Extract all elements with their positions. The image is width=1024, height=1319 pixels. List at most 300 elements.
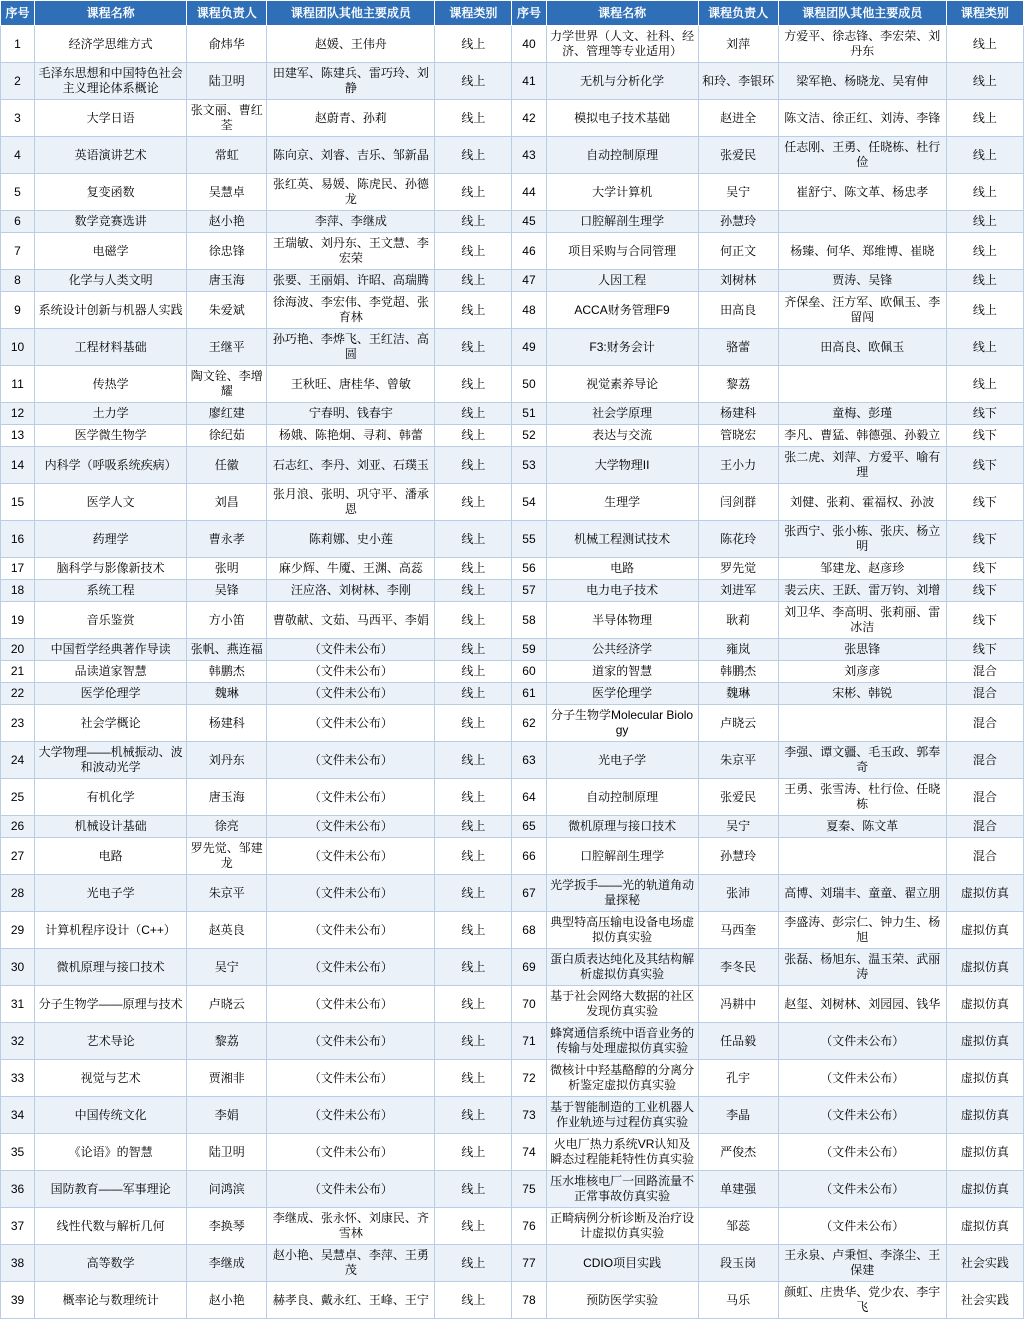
cell-team-members-right: 贾涛、吴锋 bbox=[778, 270, 946, 292]
cell-course-type-right: 混合 bbox=[946, 742, 1023, 779]
cell-index-left: 8 bbox=[1, 270, 35, 292]
cell-team-members-left: （文件未公布） bbox=[267, 838, 435, 875]
cell-team-members-left: 张要、王丽娟、许昭、高瑞腾 bbox=[267, 270, 435, 292]
cell-team-members-left: 曹敬献、文茹、马西平、李娟 bbox=[267, 602, 435, 639]
table-row bbox=[1, 521, 1024, 558]
cell-course-type-right: 混合 bbox=[946, 779, 1023, 816]
table-row bbox=[1, 484, 1024, 521]
cell-course-lead-right: 孙慧玲 bbox=[698, 211, 778, 233]
cell-course-lead-left: 吴慧卓 bbox=[187, 174, 267, 211]
cell-course-lead-right: 朱京平 bbox=[698, 742, 778, 779]
cell-index-right: 77 bbox=[512, 1245, 546, 1282]
cell-course-lead-left: 俞炜华 bbox=[187, 26, 267, 63]
cell-course-type-left: 线上 bbox=[435, 875, 512, 912]
cell-course-type-left: 线上 bbox=[435, 63, 512, 100]
cell-team-members-right bbox=[778, 211, 946, 233]
cell-index-right: 75 bbox=[512, 1171, 546, 1208]
cell-team-members-right: 裴云庆、王跃、雷万钧、刘增 bbox=[778, 580, 946, 602]
cell-team-members-right: （文件未公布） bbox=[778, 1097, 946, 1134]
cell-course-type-right: 线上 bbox=[946, 100, 1023, 137]
cell-index-right: 55 bbox=[512, 521, 546, 558]
cell-course-name-right: 典型特高压输电设备电场虚拟仿真实验 bbox=[546, 912, 698, 949]
column-header-course-name-left: 课程名称 bbox=[35, 1, 187, 26]
cell-course-lead-left: 黎荔 bbox=[187, 1023, 267, 1060]
cell-course-lead-right: 吴宁 bbox=[698, 174, 778, 211]
cell-course-name-left: 脑科学与影像新技术 bbox=[35, 558, 187, 580]
cell-team-members-right: 梁军艳、杨晓龙、吴宥伸 bbox=[778, 63, 946, 100]
cell-index-left: 36 bbox=[1, 1171, 35, 1208]
cell-course-type-left: 线上 bbox=[435, 1060, 512, 1097]
cell-team-members-right: 李盛涛、彭宗仁、钟力生、杨旭 bbox=[778, 912, 946, 949]
cell-course-lead-left: 贾湘非 bbox=[187, 1060, 267, 1097]
cell-index-right: 57 bbox=[512, 580, 546, 602]
cell-team-members-right: 刘卫华、李高明、张莉丽、雷冰洁 bbox=[778, 602, 946, 639]
cell-team-members-left: 孙巧艳、李烨飞、王红洁、高圆 bbox=[267, 329, 435, 366]
cell-course-lead-right: 冯耕中 bbox=[698, 986, 778, 1023]
cell-team-members-left: （文件未公布） bbox=[267, 639, 435, 661]
cell-team-members-right: （文件未公布） bbox=[778, 1060, 946, 1097]
table-row bbox=[1, 639, 1024, 661]
cell-team-members-left: 陈向京、刘睿、吉乐、邹新晶 bbox=[267, 137, 435, 174]
cell-team-members-left: 李萍、李继成 bbox=[267, 211, 435, 233]
cell-course-lead-right: 雍岚 bbox=[698, 639, 778, 661]
cell-course-name-right: 微机原理与接口技术 bbox=[546, 816, 698, 838]
cell-index-right: 43 bbox=[512, 137, 546, 174]
cell-team-members-left: 宁春明、钱春宇 bbox=[267, 403, 435, 425]
cell-team-members-right: 邹建龙、赵彦珍 bbox=[778, 558, 946, 580]
cell-team-members-left: （文件未公布） bbox=[267, 683, 435, 705]
cell-course-lead-right: 孔宇 bbox=[698, 1060, 778, 1097]
cell-course-name-left: 艺术导论 bbox=[35, 1023, 187, 1060]
cell-team-members-left: 徐海波、李宏伟、李党超、张育林 bbox=[267, 292, 435, 329]
cell-course-lead-right: 段玉岗 bbox=[698, 1245, 778, 1282]
table-row bbox=[1, 986, 1024, 1023]
cell-course-type-right: 线下 bbox=[946, 484, 1023, 521]
cell-course-lead-left: 吴宁 bbox=[187, 949, 267, 986]
table-row bbox=[1, 63, 1024, 100]
cell-team-members-left: 李继成、张永怀、刘康民、齐雪林 bbox=[267, 1208, 435, 1245]
cell-index-right: 64 bbox=[512, 779, 546, 816]
column-header-course-type-right: 课程类别 bbox=[946, 1, 1023, 26]
cell-course-name-right: 医学伦理学 bbox=[546, 683, 698, 705]
column-header-index-left: 序号 bbox=[1, 1, 35, 26]
cell-index-left: 33 bbox=[1, 1060, 35, 1097]
cell-index-left: 29 bbox=[1, 912, 35, 949]
cell-course-type-right: 虚拟仿真 bbox=[946, 1023, 1023, 1060]
cell-course-name-left: 分子生物学——原理与技术 bbox=[35, 986, 187, 1023]
cell-index-left: 32 bbox=[1, 1023, 35, 1060]
cell-course-type-left: 线上 bbox=[435, 292, 512, 329]
cell-course-name-left: 系统设计创新与机器人实践 bbox=[35, 292, 187, 329]
cell-course-type-left: 线上 bbox=[435, 26, 512, 63]
cell-course-lead-right: 杨建科 bbox=[698, 403, 778, 425]
table-row bbox=[1, 233, 1024, 270]
cell-course-type-left: 线上 bbox=[435, 447, 512, 484]
cell-course-name-right: 口腔解剖生理学 bbox=[546, 211, 698, 233]
table-row bbox=[1, 1171, 1024, 1208]
cell-course-name-right: 公共经济学 bbox=[546, 639, 698, 661]
cell-index-right: 76 bbox=[512, 1208, 546, 1245]
cell-index-left: 34 bbox=[1, 1097, 35, 1134]
cell-index-left: 18 bbox=[1, 580, 35, 602]
cell-index-right: 50 bbox=[512, 366, 546, 403]
cell-course-lead-left: 陆卫明 bbox=[187, 1134, 267, 1171]
cell-course-name-right: F3:财务会计 bbox=[546, 329, 698, 366]
cell-team-members-left: 杨娥、陈艳炯、寻莉、韩蕾 bbox=[267, 425, 435, 447]
cell-index-right: 69 bbox=[512, 949, 546, 986]
cell-course-type-right: 线上 bbox=[946, 270, 1023, 292]
cell-team-members-right: （文件未公布） bbox=[778, 1134, 946, 1171]
table-row bbox=[1, 602, 1024, 639]
cell-course-lead-left: 朱京平 bbox=[187, 875, 267, 912]
cell-index-right: 72 bbox=[512, 1060, 546, 1097]
cell-team-members-left: （文件未公布） bbox=[267, 742, 435, 779]
cell-course-lead-left: 徐纪茹 bbox=[187, 425, 267, 447]
cell-course-name-left: 社会学概论 bbox=[35, 705, 187, 742]
cell-course-lead-right: 骆蕾 bbox=[698, 329, 778, 366]
cell-course-name-right: 力学世界（人文、社科、经济、管理等专业适用） bbox=[546, 26, 698, 63]
cell-course-type-right: 混合 bbox=[946, 705, 1023, 742]
table-row bbox=[1, 1245, 1024, 1282]
cell-index-right: 60 bbox=[512, 661, 546, 683]
cell-index-left: 17 bbox=[1, 558, 35, 580]
table-row bbox=[1, 838, 1024, 875]
cell-course-lead-left: 赵小艳 bbox=[187, 1282, 267, 1319]
cell-team-members-left: （文件未公布） bbox=[267, 949, 435, 986]
cell-course-name-left: 英语演讲艺术 bbox=[35, 137, 187, 174]
cell-course-type-left: 线上 bbox=[435, 742, 512, 779]
cell-team-members-left: 王瑞敏、刘丹东、王文慧、李宏荣 bbox=[267, 233, 435, 270]
cell-team-members-right: 童梅、彭瑾 bbox=[778, 403, 946, 425]
cell-course-type-right: 虚拟仿真 bbox=[946, 1060, 1023, 1097]
cell-team-members-left: （文件未公布） bbox=[267, 1171, 435, 1208]
cell-course-lead-right: 陈花玲 bbox=[698, 521, 778, 558]
cell-course-lead-right: 孙慧玲 bbox=[698, 838, 778, 875]
cell-course-lead-left: 李继成 bbox=[187, 1245, 267, 1282]
cell-index-left: 20 bbox=[1, 639, 35, 661]
cell-course-type-left: 线上 bbox=[435, 233, 512, 270]
cell-course-type-right: 社会实践 bbox=[946, 1282, 1023, 1319]
cell-course-name-right: 微核计中羟基酪醇的分离分析鉴定虚拟仿真实验 bbox=[546, 1060, 698, 1097]
column-header-course-type-left: 课程类别 bbox=[435, 1, 512, 26]
column-header-course-lead-right: 课程负责人 bbox=[698, 1, 778, 26]
cell-team-members-right bbox=[778, 705, 946, 742]
cell-team-members-right: 王勇、张雪涛、杜行俭、任晓栋 bbox=[778, 779, 946, 816]
cell-course-lead-right: 刘进军 bbox=[698, 580, 778, 602]
cell-course-lead-left: 王继平 bbox=[187, 329, 267, 366]
cell-course-lead-left: 唐玉海 bbox=[187, 779, 267, 816]
table-row bbox=[1, 661, 1024, 683]
table-row bbox=[1, 174, 1024, 211]
cell-index-left: 15 bbox=[1, 484, 35, 521]
cell-index-right: 46 bbox=[512, 233, 546, 270]
cell-course-name-left: 土力学 bbox=[35, 403, 187, 425]
cell-course-lead-right: 严俊杰 bbox=[698, 1134, 778, 1171]
cell-index-left: 11 bbox=[1, 366, 35, 403]
cell-course-name-left: 医学微生物学 bbox=[35, 425, 187, 447]
cell-course-name-left: 医学人文 bbox=[35, 484, 187, 521]
cell-course-type-left: 线上 bbox=[435, 580, 512, 602]
cell-team-members-right: （文件未公布） bbox=[778, 1171, 946, 1208]
cell-course-type-left: 线上 bbox=[435, 986, 512, 1023]
cell-course-name-left: 经济学思维方式 bbox=[35, 26, 187, 63]
cell-team-members-left: （文件未公布） bbox=[267, 705, 435, 742]
cell-index-left: 7 bbox=[1, 233, 35, 270]
cell-course-lead-left: 曹永孝 bbox=[187, 521, 267, 558]
cell-course-type-left: 线上 bbox=[435, 639, 512, 661]
cell-index-right: 49 bbox=[512, 329, 546, 366]
cell-index-left: 14 bbox=[1, 447, 35, 484]
cell-team-members-left: （文件未公布） bbox=[267, 912, 435, 949]
cell-course-type-left: 线上 bbox=[435, 838, 512, 875]
cell-index-right: 47 bbox=[512, 270, 546, 292]
cell-index-left: 38 bbox=[1, 1245, 35, 1282]
cell-course-name-right: 机械工程测试技术 bbox=[546, 521, 698, 558]
cell-index-right: 71 bbox=[512, 1023, 546, 1060]
cell-index-left: 13 bbox=[1, 425, 35, 447]
cell-course-name-right: 生理学 bbox=[546, 484, 698, 521]
column-header-team-members-left: 课程团队其他主要成员 bbox=[267, 1, 435, 26]
cell-course-type-left: 线上 bbox=[435, 425, 512, 447]
cell-course-lead-right: 赵进全 bbox=[698, 100, 778, 137]
cell-course-name-left: 微机原理与接口技术 bbox=[35, 949, 187, 986]
table-row bbox=[1, 949, 1024, 986]
cell-team-members-left: （文件未公布） bbox=[267, 875, 435, 912]
cell-index-right: 63 bbox=[512, 742, 546, 779]
cell-course-lead-left: 赵英良 bbox=[187, 912, 267, 949]
table-row bbox=[1, 137, 1024, 174]
cell-course-type-right: 线下 bbox=[946, 639, 1023, 661]
cell-course-type-right: 混合 bbox=[946, 838, 1023, 875]
table-row bbox=[1, 211, 1024, 233]
cell-team-members-right: 刘健、张莉、霍福权、孙波 bbox=[778, 484, 946, 521]
table-row bbox=[1, 779, 1024, 816]
cell-team-members-right: 齐保垒、汪方军、欧佩玉、李留闯 bbox=[778, 292, 946, 329]
cell-course-name-right: 蛋白质表达纯化及其结构解析虚拟仿真实验 bbox=[546, 949, 698, 986]
table-row bbox=[1, 1134, 1024, 1171]
cell-course-lead-right: 吴宁 bbox=[698, 816, 778, 838]
cell-index-left: 6 bbox=[1, 211, 35, 233]
cell-index-left: 30 bbox=[1, 949, 35, 986]
cell-team-members-left: （文件未公布） bbox=[267, 1023, 435, 1060]
cell-course-type-left: 线上 bbox=[435, 683, 512, 705]
cell-course-lead-left: 魏琳 bbox=[187, 683, 267, 705]
cell-index-left: 4 bbox=[1, 137, 35, 174]
table-row bbox=[1, 100, 1024, 137]
cell-course-name-left: 品读道家智慧 bbox=[35, 661, 187, 683]
cell-index-right: 61 bbox=[512, 683, 546, 705]
table-row bbox=[1, 1097, 1024, 1134]
cell-index-right: 74 bbox=[512, 1134, 546, 1171]
cell-course-name-right: 正畸病例分析诊断及治疗设计虚拟仿真实验 bbox=[546, 1208, 698, 1245]
cell-team-members-left: 王秋旺、唐桂华、曾敏 bbox=[267, 366, 435, 403]
cell-course-type-left: 线上 bbox=[435, 270, 512, 292]
cell-course-lead-right: 刘萍 bbox=[698, 26, 778, 63]
cell-course-name-left: 《论语》的智慧 bbox=[35, 1134, 187, 1171]
cell-team-members-right: （文件未公布） bbox=[778, 1023, 946, 1060]
cell-course-lead-right: 罗先觉 bbox=[698, 558, 778, 580]
cell-course-name-right: 预防医学实验 bbox=[546, 1282, 698, 1319]
cell-team-members-left: （文件未公布） bbox=[267, 986, 435, 1023]
cell-index-left: 9 bbox=[1, 292, 35, 329]
cell-course-type-left: 线上 bbox=[435, 1171, 512, 1208]
cell-team-members-left: 张月浪、张明、巩守平、潘承恩 bbox=[267, 484, 435, 521]
cell-course-lead-left: 方小笛 bbox=[187, 602, 267, 639]
cell-index-right: 62 bbox=[512, 705, 546, 742]
cell-course-type-left: 线上 bbox=[435, 602, 512, 639]
cell-course-lead-left: 李换琴 bbox=[187, 1208, 267, 1245]
cell-team-members-right bbox=[778, 366, 946, 403]
cell-course-type-left: 线上 bbox=[435, 1097, 512, 1134]
cell-course-type-left: 线上 bbox=[435, 1023, 512, 1060]
cell-team-members-left: 汪应洛、刘树林、李刚 bbox=[267, 580, 435, 602]
cell-course-lead-left: 卢晓云 bbox=[187, 986, 267, 1023]
cell-course-type-right: 线上 bbox=[946, 211, 1023, 233]
cell-course-lead-right: 田高良 bbox=[698, 292, 778, 329]
cell-index-left: 19 bbox=[1, 602, 35, 639]
cell-course-name-right: 大学物理II bbox=[546, 447, 698, 484]
table-row bbox=[1, 366, 1024, 403]
cell-course-type-right: 虚拟仿真 bbox=[946, 986, 1023, 1023]
cell-course-type-right: 线上 bbox=[946, 174, 1023, 211]
cell-team-members-right: 张思锋 bbox=[778, 639, 946, 661]
cell-course-type-right: 线上 bbox=[946, 366, 1023, 403]
cell-course-name-left: 大学物理——机械振动、波和波动光学 bbox=[35, 742, 187, 779]
table-row bbox=[1, 558, 1024, 580]
table-row bbox=[1, 705, 1024, 742]
cell-index-left: 22 bbox=[1, 683, 35, 705]
cell-course-type-right: 线下 bbox=[946, 425, 1023, 447]
cell-course-type-left: 线上 bbox=[435, 100, 512, 137]
cell-course-type-right: 虚拟仿真 bbox=[946, 1134, 1023, 1171]
cell-course-type-right: 混合 bbox=[946, 661, 1023, 683]
column-header-course-name-right: 课程名称 bbox=[546, 1, 698, 26]
cell-course-type-left: 线上 bbox=[435, 816, 512, 838]
cell-course-type-left: 线上 bbox=[435, 558, 512, 580]
cell-course-lead-right: 何正文 bbox=[698, 233, 778, 270]
cell-course-lead-right: 单建强 bbox=[698, 1171, 778, 1208]
cell-course-name-left: 中国哲学经典著作导读 bbox=[35, 639, 187, 661]
cell-course-name-right: 无机与分析化学 bbox=[546, 63, 698, 100]
cell-course-lead-right: 卢晓云 bbox=[698, 705, 778, 742]
cell-course-type-right: 虚拟仿真 bbox=[946, 1208, 1023, 1245]
column-header-index-right: 序号 bbox=[512, 1, 546, 26]
cell-course-name-left: 光电子学 bbox=[35, 875, 187, 912]
cell-course-name-right: 基于智能制造的工业机器人作业轨迹与过程仿真实验 bbox=[546, 1097, 698, 1134]
cell-team-members-right: 崔舒宁、陈文革、杨忠孝 bbox=[778, 174, 946, 211]
cell-course-name-right: 自动控制原理 bbox=[546, 779, 698, 816]
cell-course-lead-left: 徐忠锋 bbox=[187, 233, 267, 270]
cell-team-members-right: 刘彦彦 bbox=[778, 661, 946, 683]
cell-index-right: 41 bbox=[512, 63, 546, 100]
cell-course-name-left: 内科学（呼吸系统疾病） bbox=[35, 447, 187, 484]
cell-course-type-left: 线上 bbox=[435, 174, 512, 211]
cell-course-name-right: 火电厂热力系统VR认知及瞬态过程能耗特性仿真实验 bbox=[546, 1134, 698, 1171]
cell-course-lead-left: 陶文铨、李增耀 bbox=[187, 366, 267, 403]
cell-index-right: 65 bbox=[512, 816, 546, 838]
cell-course-lead-left: 朱爱斌 bbox=[187, 292, 267, 329]
cell-course-name-left: 概率论与数理统计 bbox=[35, 1282, 187, 1319]
cell-course-lead-right: 王小力 bbox=[698, 447, 778, 484]
cell-team-members-left: 赵蔚青、孙莉 bbox=[267, 100, 435, 137]
cell-team-members-right: 王永泉、卢秉恒、李涤尘、王保建 bbox=[778, 1245, 946, 1282]
cell-course-name-left: 电磁学 bbox=[35, 233, 187, 270]
cell-index-right: 51 bbox=[512, 403, 546, 425]
cell-team-members-left: （文件未公布） bbox=[267, 1134, 435, 1171]
table-row bbox=[1, 425, 1024, 447]
cell-team-members-right bbox=[778, 838, 946, 875]
cell-course-type-right: 虚拟仿真 bbox=[946, 875, 1023, 912]
cell-team-members-left: 麻少辉、牛魇、王渊、高蕊 bbox=[267, 558, 435, 580]
cell-course-type-right: 虚拟仿真 bbox=[946, 1097, 1023, 1134]
cell-course-lead-right: 马乐 bbox=[698, 1282, 778, 1319]
cell-index-left: 24 bbox=[1, 742, 35, 779]
table-row bbox=[1, 329, 1024, 366]
cell-team-members-left: 陈莉娜、史小莲 bbox=[267, 521, 435, 558]
cell-index-right: 44 bbox=[512, 174, 546, 211]
cell-team-members-right: 张西宁、张小栋、张庆、杨立明 bbox=[778, 521, 946, 558]
cell-team-members-right: 高博、刘瑞丰、童童、翟立朋 bbox=[778, 875, 946, 912]
cell-course-name-left: 视觉与艺术 bbox=[35, 1060, 187, 1097]
cell-course-lead-left: 陆卫明 bbox=[187, 63, 267, 100]
cell-index-right: 53 bbox=[512, 447, 546, 484]
cell-course-type-left: 线上 bbox=[435, 484, 512, 521]
cell-team-members-left: （文件未公布） bbox=[267, 1097, 435, 1134]
cell-index-left: 27 bbox=[1, 838, 35, 875]
cell-course-lead-right: 张沛 bbox=[698, 875, 778, 912]
cell-team-members-right: 宋彬、韩锐 bbox=[778, 683, 946, 705]
cell-index-right: 58 bbox=[512, 602, 546, 639]
table-row bbox=[1, 580, 1024, 602]
cell-team-members-right: 张二虎、刘萍、方爱平、喻有理 bbox=[778, 447, 946, 484]
cell-course-type-right: 线上 bbox=[946, 292, 1023, 329]
cell-course-type-left: 线上 bbox=[435, 912, 512, 949]
cell-course-lead-right: 管晓宏 bbox=[698, 425, 778, 447]
cell-course-type-left: 线上 bbox=[435, 1134, 512, 1171]
cell-course-name-right: 视觉素养导论 bbox=[546, 366, 698, 403]
cell-course-type-right: 线上 bbox=[946, 233, 1023, 270]
cell-course-type-right: 线下 bbox=[946, 447, 1023, 484]
cell-course-type-right: 混合 bbox=[946, 683, 1023, 705]
cell-course-lead-left: 唐玉海 bbox=[187, 270, 267, 292]
cell-index-left: 37 bbox=[1, 1208, 35, 1245]
cell-course-lead-left: 韩鹏杰 bbox=[187, 661, 267, 683]
cell-course-type-right: 线下 bbox=[946, 558, 1023, 580]
cell-team-members-right: 陈文洁、徐正红、刘涛、李锋 bbox=[778, 100, 946, 137]
cell-team-members-right: 颜虹、庄贵华、党少农、李宇飞 bbox=[778, 1282, 946, 1319]
cell-course-name-right: ACCA财务管理F9 bbox=[546, 292, 698, 329]
cell-team-members-left: 石志红、李丹、刘亚、石璞玉 bbox=[267, 447, 435, 484]
cell-course-name-right: 蜂窝通信系统中语音业务的传输与处理虚拟仿真实验 bbox=[546, 1023, 698, 1060]
cell-course-type-right: 线下 bbox=[946, 602, 1023, 639]
cell-team-members-left: （文件未公布） bbox=[267, 1060, 435, 1097]
cell-index-right: 54 bbox=[512, 484, 546, 521]
cell-course-lead-left: 刘丹东 bbox=[187, 742, 267, 779]
table-row bbox=[1, 447, 1024, 484]
cell-course-name-left: 电路 bbox=[35, 838, 187, 875]
cell-course-type-left: 线上 bbox=[435, 949, 512, 986]
cell-course-lead-left: 张帆、燕连福 bbox=[187, 639, 267, 661]
cell-course-type-right: 线上 bbox=[946, 63, 1023, 100]
cell-course-type-right: 虚拟仿真 bbox=[946, 1171, 1023, 1208]
cell-course-name-right: 自动控制原理 bbox=[546, 137, 698, 174]
table-row bbox=[1, 683, 1024, 705]
cell-index-left: 28 bbox=[1, 875, 35, 912]
table-row bbox=[1, 1282, 1024, 1319]
cell-course-type-right: 线上 bbox=[946, 137, 1023, 174]
table-row bbox=[1, 26, 1024, 63]
cell-course-name-left: 传热学 bbox=[35, 366, 187, 403]
